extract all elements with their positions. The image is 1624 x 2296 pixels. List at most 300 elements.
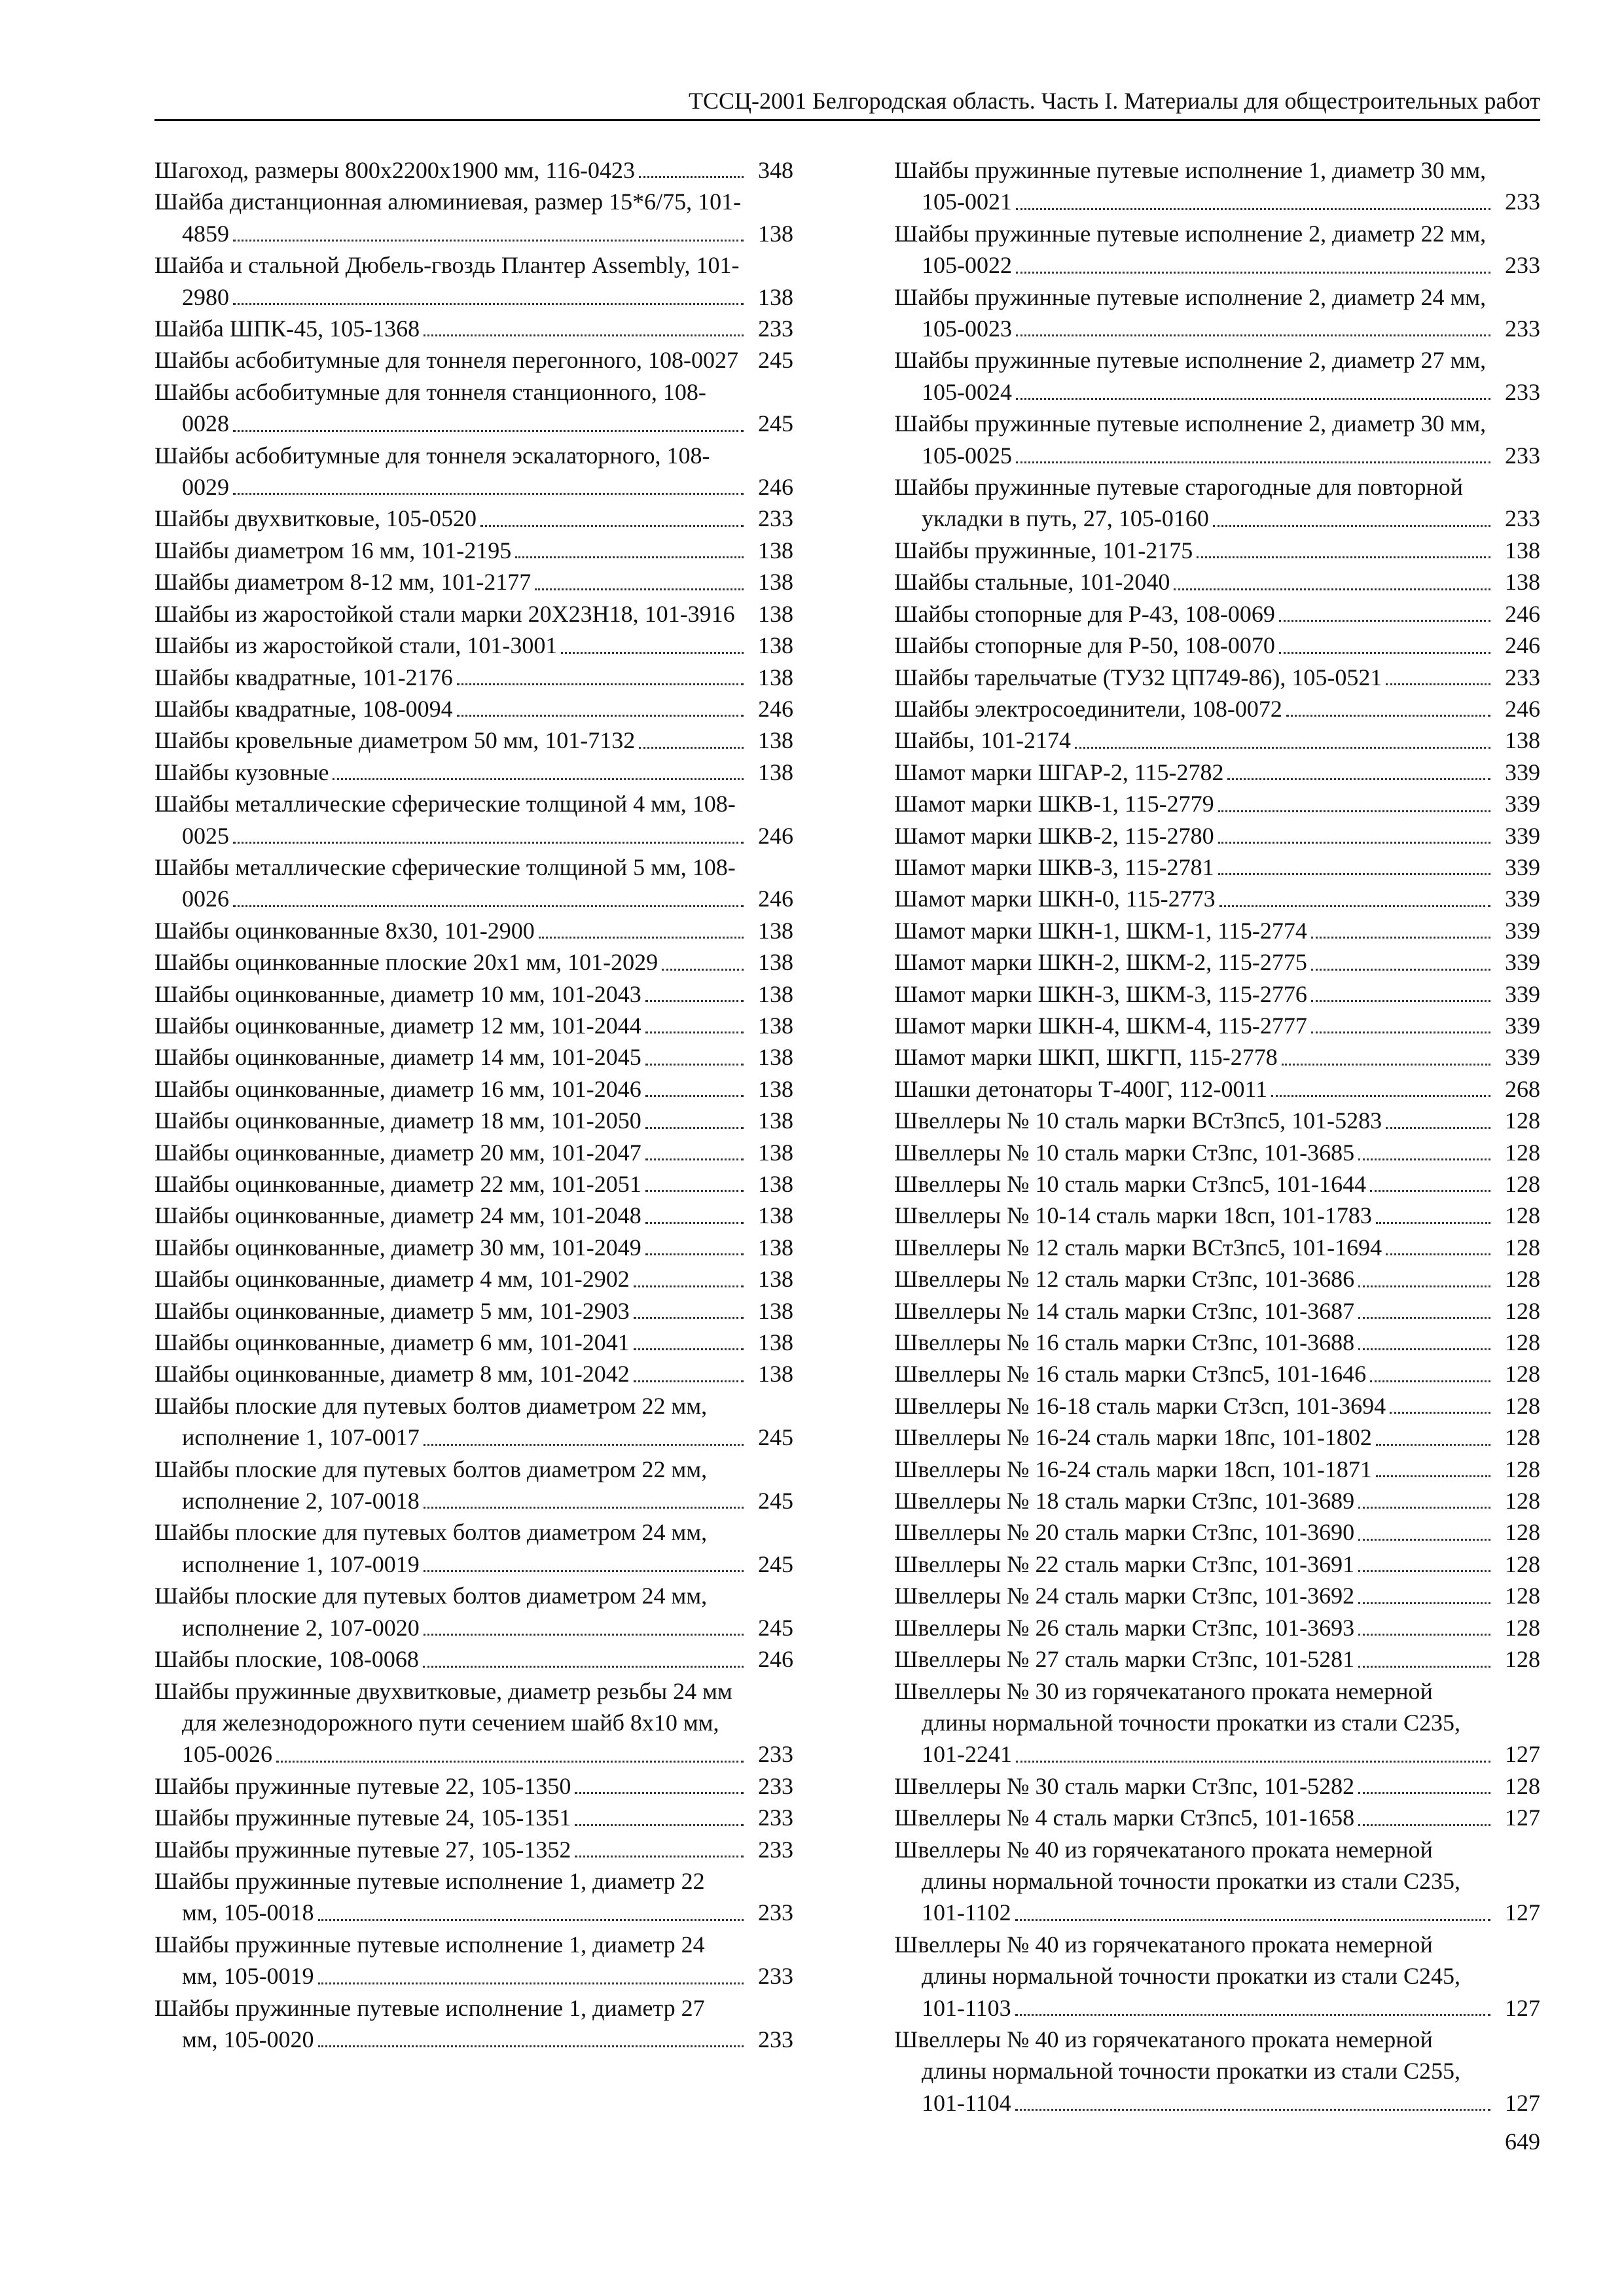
index-entry-text: Швеллеры № 16-24 сталь марки 18сп, 101-1871: [894, 1456, 1372, 1482]
index-entry-page: 233: [1505, 188, 1540, 215]
dot-leader: [1358, 1792, 1490, 1794]
index-entry-page: 245: [758, 1551, 793, 1577]
index-entry-text: Швеллеры № 30 сталь марки Ст3пс, 101-5282: [894, 1772, 1355, 1799]
index-entry-text: Шайбы оцинкованные, диаметр 4 мм, 101-2902: [154, 1266, 630, 1293]
dot-leader: [1358, 1285, 1490, 1287]
index-entry-page: 233: [758, 1804, 793, 1831]
dot-leader: [1311, 1000, 1490, 1002]
index-entry-page: 233: [1505, 442, 1540, 469]
index-entry-text: Швеллеры № 24 сталь марки Ст3пс, 101-3692: [894, 1583, 1355, 1609]
index-entry: [154, 440, 793, 503]
dot-leader: [1016, 461, 1490, 463]
index-entry-text: Шайбы пружинные путевые исполнение 2, диаметр 24 мм, 105-0023: [894, 283, 1487, 342]
dot-leader: [1386, 683, 1490, 685]
index-entry-text: Шайбы пружинные путевые 22, 105-1350: [154, 1772, 571, 1799]
index-entry-text: Шайбы пружинные путевые исполнение 1, диаметр 24 мм, 105-0019: [154, 1931, 705, 1990]
dot-leader: [535, 588, 744, 590]
index-entry-text: Шайбы кровельные диаметром 50 мм, 101-7132: [154, 727, 636, 754]
index-entry: [154, 757, 793, 788]
index-entry-text: Шайбы квадратные, 101-2176: [154, 664, 453, 691]
index-entry-page: 138: [758, 600, 793, 627]
index-entry-text: Шайбы оцинкованные, диаметр 16 мм, 101-2046: [154, 1075, 641, 1102]
index-entry-text: Шайбы пружинные путевые исполнение 2, диаметр 22 мм, 105-0022: [894, 220, 1487, 279]
index-entry: [894, 1770, 1540, 1802]
index-entry: [154, 1073, 793, 1105]
index-entry: [154, 1232, 793, 1263]
index-entry-text: Шайбы, 101-2174: [894, 727, 1072, 754]
index-entry: [894, 1327, 1540, 1358]
index-entry-text: Швеллеры № 16 сталь марки Ст3пс5, 101-1646: [894, 1361, 1367, 1388]
index-entry-text: Шайбы оцинкованные, диаметр 18 мм, 101-2050: [154, 1107, 641, 1134]
index-entry: [894, 1643, 1540, 1675]
header-rule: [154, 119, 1540, 121]
index-entry-page: 233: [758, 1836, 793, 1863]
index-entry-page: 128: [1505, 1202, 1540, 1229]
index-entry-text: Швеллеры № 20 сталь марки Ст3пс, 101-3690: [894, 1519, 1355, 1546]
index-entry-text: Шайбы пружинные путевые исполнение 2, диаметр 27 мм, 105-0024: [894, 347, 1487, 405]
dot-leader: [424, 1634, 744, 1636]
index-entry: [894, 1612, 1540, 1643]
dot-leader: [423, 1666, 744, 1668]
index-entry-text: Шамот марки ШКН-2, ШКМ-2, 115-2775: [894, 949, 1307, 976]
index-entry-page: 339: [1505, 980, 1540, 1007]
index-entry: [894, 2024, 1540, 2119]
index-entry-page: 138: [758, 1297, 793, 1324]
index-entry-text: Шайбы плоские для путевых болтов диаметром 22 мм, исполнение 2, 107-0018: [154, 1456, 708, 1515]
index-entry: [154, 1358, 793, 1390]
dot-leader: [233, 303, 744, 305]
index-entry-page: 268: [1505, 1075, 1540, 1102]
index-entry-text: Швеллеры № 16-18 сталь марки Ст3сп, 101-3694: [894, 1392, 1386, 1419]
index-entry: [154, 1327, 793, 1358]
dot-leader: [480, 525, 744, 527]
index-entry-text: Швеллеры № 40 из горячекатаного проката немерной длины нормальной точности прокатки из стали С255, 101-1104: [894, 2026, 1460, 2116]
index-entry-text: Швеллеры № 14 сталь марки Ст3пс, 101-3687: [894, 1297, 1355, 1324]
index-entry-text: Шайбы плоские, 108-0068: [154, 1646, 419, 1673]
index-entry-text: Шайбы пружинные путевые исполнение 2, диаметр 30 мм, 105-0025: [894, 410, 1487, 469]
dot-leader: [1174, 588, 1490, 590]
index-entry: [894, 281, 1540, 345]
index-entry-text: Швеллеры № 40 из горячекатаного проката немерной длины нормальной точности прокатки из стали С245, 101-1103: [894, 1931, 1460, 2021]
index-entry-text: Шайбы оцинкованные, диаметр 12 мм, 101-2044: [154, 1012, 641, 1039]
index-entry: [154, 1770, 793, 1802]
index-entry-text: Шамот марки ШКП, ШКГП, 115-2778: [894, 1044, 1278, 1071]
dot-leader: [318, 2045, 744, 2047]
index-entry-page: 339: [1505, 917, 1540, 944]
index-entry-text: Шайбы плоские для путевых болтов диаметром 24 мм, исполнение 2, 107-0020: [154, 1583, 708, 1641]
index-entry-text: Шагоход, размеры 800х2200х1900 мм, 116-0423: [154, 157, 636, 183]
dot-leader: [457, 715, 744, 717]
index-entry-text: Швеллеры № 18 сталь марки Ст3пс, 101-3689: [894, 1488, 1355, 1515]
index-entry-page: 128: [1505, 1361, 1540, 1388]
index-entry-page: 339: [1505, 759, 1540, 785]
index-entry-page: 138: [758, 1044, 793, 1071]
dot-leader: [1358, 1634, 1490, 1636]
index-entry: [894, 1137, 1540, 1168]
index-entry: [154, 662, 793, 693]
index-entry-text: Шайба ШПК-45, 105-1368: [154, 315, 420, 342]
dot-leader: [575, 1856, 744, 1857]
index-entry: [894, 1168, 1540, 1200]
dot-leader: [1016, 208, 1490, 210]
dot-leader: [634, 1285, 744, 1287]
dot-leader: [634, 1348, 744, 1350]
index-entry-page: 138: [758, 917, 793, 944]
index-entry-page: 128: [1505, 1234, 1540, 1261]
index-entry-text: Шамот марки ШКВ-1, 115-2779: [894, 791, 1214, 817]
dot-leader: [645, 1064, 744, 1066]
index-entry-page: 128: [1505, 1107, 1540, 1134]
index-entry-text: Шайбы асбобитумные для тоннеля станционного, 108-0028: [154, 378, 706, 437]
index-entry-page: 233: [758, 1741, 793, 1768]
dot-leader: [1282, 1064, 1490, 1066]
index-entry: [894, 218, 1540, 281]
index-entry-page: 128: [1505, 1551, 1540, 1577]
index-entry: [894, 1422, 1540, 1453]
index-entry: [154, 946, 793, 978]
index-entry: [154, 535, 793, 566]
index-entry: [894, 1263, 1540, 1295]
index-entry: [894, 1200, 1540, 1231]
index-entry: [154, 630, 793, 661]
index-entry-page: 245: [758, 1424, 793, 1451]
index-entry: [154, 1137, 793, 1168]
index-entry-page: 246: [1505, 695, 1540, 722]
dot-leader: [1358, 1348, 1490, 1350]
index-entry: [894, 598, 1540, 630]
index-entry: [894, 1358, 1540, 1390]
dot-leader: [645, 1127, 744, 1129]
dot-leader: [575, 1824, 744, 1826]
dot-leader: [1311, 937, 1490, 939]
index-entry-text: Шамот марки ШКВ-3, 115-2781: [894, 853, 1214, 880]
index-entry-page: 128: [1505, 1424, 1540, 1451]
index-entry-text: Шайбы пружинные путевые исполнение 1, диаметр 22 мм, 105-0018: [154, 1867, 705, 1926]
index-entry-page: 128: [1505, 1329, 1540, 1356]
index-entry-text: Шайбы оцинкованные, диаметр 30 мм, 101-2049: [154, 1234, 641, 1261]
index-entry-text: Шайбы пружинные путевые старогодные для повторной укладки в путь, 27, 105-0160: [894, 474, 1464, 532]
index-entry-page: 233: [1505, 378, 1540, 405]
index-entry-page: 233: [1505, 505, 1540, 532]
index-entry: [894, 852, 1540, 883]
index-entry-text: Швеллеры № 16 сталь марки Ст3пс, 101-3688: [894, 1329, 1355, 1356]
index-entry: [894, 566, 1540, 598]
index-entry: [154, 503, 793, 534]
dot-leader: [561, 652, 744, 654]
dot-leader: [276, 1761, 744, 1763]
index-entry: [894, 662, 1540, 693]
index-entry-page: 128: [1505, 1171, 1540, 1197]
index-entry-page: 128: [1505, 1772, 1540, 1799]
index-entry-page: 138: [1505, 537, 1540, 564]
index-entry-text: Шайбы оцинкованные, диаметр 22 мм, 101-2051: [154, 1171, 641, 1197]
index-entry: [894, 1232, 1540, 1263]
dot-leader: [424, 1444, 744, 1446]
index-column-right: [894, 154, 1540, 2119]
index-entry: [894, 1105, 1540, 1136]
index-entry: [154, 1041, 793, 1073]
dot-leader: [318, 1919, 744, 1921]
dot-leader: [1376, 1475, 1490, 1477]
index-entry-text: Шайбы металлические сферические толщиной 4 мм, 108-0025: [154, 791, 736, 849]
dot-leader: [1015, 1919, 1490, 1921]
index-entry-text: Шайбы из жаростойкой стали марки 20Х23Н18, 101-3916: [154, 600, 735, 627]
index-column-left: [154, 154, 793, 2055]
index-entry: [154, 566, 793, 598]
index-entry-text: Шайбы двухвитковые, 105-0520: [154, 505, 477, 532]
index-entry-page: 245: [758, 1614, 793, 1641]
index-entry: [894, 408, 1540, 471]
index-entry-text: Шамот марки ШКН-1, ШКМ-1, 115-2774: [894, 917, 1307, 944]
index-entry: [894, 1485, 1540, 1516]
index-entry: [154, 1105, 793, 1136]
index-entry: [154, 344, 793, 376]
index-entry: [154, 978, 793, 1010]
index-entry-text: Шайбы пружинные двухвитковые, диаметр резьбы 24 мм для железнодорожного пути сечением шайб 8х10 мм, 105-0026: [154, 1677, 732, 1768]
index-entry-text: Швеллеры № 16-24 сталь марки 18пс, 101-1802: [894, 1424, 1372, 1451]
dot-leader: [634, 1317, 744, 1319]
index-entry-text: Шамот марки ШКВ-2, 115-2780: [894, 822, 1214, 849]
index-entry: [894, 1010, 1540, 1041]
dot-leader: [1358, 1570, 1490, 1572]
index-entry-text: Шамот марки ШКН-0, 115-2773: [894, 886, 1216, 912]
dot-leader: [1075, 747, 1490, 749]
index-entry-page: 339: [1505, 886, 1540, 912]
index-entry-page: 246: [758, 886, 793, 912]
index-entry-page: 233: [1505, 664, 1540, 691]
dot-leader: [1358, 1507, 1490, 1509]
index-entry-text: Швеллеры № 4 сталь марки Ст3пс5, 101-1658: [894, 1804, 1355, 1831]
index-entry-page: 246: [758, 822, 793, 849]
index-entry-page: 138: [758, 569, 793, 596]
dot-leader: [1016, 398, 1490, 400]
dot-leader: [645, 1253, 744, 1255]
index-entry-text: Шайбы оцинкованные, диаметр 20 мм, 101-2047: [154, 1139, 641, 1166]
index-entry: [154, 1929, 793, 1992]
index-entry: [154, 376, 793, 440]
index-entry-page: 138: [758, 759, 793, 785]
dot-leader: [233, 430, 744, 432]
index-entry-text: Швеллеры № 12 сталь марки ВСт3пс5, 101-1694: [894, 1234, 1382, 1261]
index-entry-page: 339: [1505, 791, 1540, 817]
index-entry-page: 128: [1505, 1583, 1540, 1609]
index-entry-page: 245: [758, 1488, 793, 1515]
index-entry: [894, 535, 1540, 566]
index-entry-page: 128: [1505, 1646, 1540, 1673]
dot-leader: [1213, 525, 1490, 527]
index-entry-page: 138: [758, 727, 793, 754]
index-entry-page: 138: [758, 220, 793, 247]
index-entry: [894, 788, 1540, 819]
dot-leader: [233, 842, 744, 844]
index-entry: [894, 344, 1540, 408]
index-entry-page: 127: [1505, 1899, 1540, 1926]
index-entry: [154, 852, 793, 915]
dot-leader: [1358, 1158, 1490, 1160]
index-entry: [894, 471, 1540, 535]
index-entry: [894, 883, 1540, 914]
page-number: 649: [1505, 2128, 1540, 2155]
dot-leader: [639, 747, 744, 749]
index-entry-page: 138: [758, 1171, 793, 1197]
dot-leader: [1386, 1127, 1490, 1129]
dot-leader: [1376, 1444, 1490, 1446]
index-entry-page: 245: [758, 410, 793, 437]
index-entry: [154, 1454, 793, 1517]
dot-leader: [1197, 556, 1490, 558]
index-entry-page: 233: [758, 505, 793, 532]
index-entry-text: Шайбы пружинные путевые 27, 105-1352: [154, 1836, 571, 1863]
index-entry-text: Шамот марки ШКН-3, ШКМ-3, 115-2776: [894, 980, 1307, 1007]
index-entry-text: Шайбы плоские для путевых болтов диаметром 22 мм, исполнение 1, 107-0017: [154, 1392, 708, 1451]
index-entry-page: 246: [1505, 600, 1540, 627]
running-header: ТССЦ-2001 Белгородская область. Часть I. Материалы для общестроительных работ: [689, 88, 1540, 114]
index-entry-page: 138: [758, 1012, 793, 1039]
index-entry-text: Шайбы оцинкованные, диаметр 6 мм, 101-2041: [154, 1329, 630, 1356]
index-entry-text: Швеллеры № 26 сталь марки Ст3пс, 101-3693: [894, 1614, 1355, 1641]
index-entry: [154, 1802, 793, 1833]
index-entry: [894, 1549, 1540, 1580]
index-entry: [154, 693, 793, 725]
index-entry: [894, 725, 1540, 756]
index-entry-text: Шайбы стопорные для Р-43, 108-0069: [894, 600, 1275, 627]
index-entry: [154, 1992, 793, 2056]
index-entry-text: Шайбы оцинкованные, диаметр 5 мм, 101-2903: [154, 1297, 630, 1324]
index-entry-text: Швеллеры № 12 сталь марки Ст3пс, 101-3686: [894, 1266, 1355, 1293]
index-entry-text: Шайба и стальной Дюбель-гвоздь Плантер Assembly, 101-2980: [154, 252, 740, 310]
index-entry-page: 233: [758, 315, 793, 342]
index-entry-page: 128: [1505, 1266, 1540, 1293]
index-entry-text: Шайбы оцинкованные, диаметр 24 мм, 101-2048: [154, 1202, 641, 1229]
index-entry-text: Швеллеры № 10 сталь марки ВСт3пс5, 101-5283: [894, 1107, 1382, 1134]
dot-leader: [1311, 1031, 1490, 1033]
index-entry-page: 339: [1505, 949, 1540, 976]
index-entry: [154, 249, 793, 313]
index-entry-page: 138: [758, 1234, 793, 1261]
dot-leader: [634, 1380, 744, 1382]
index-entry: [894, 1676, 1540, 1770]
index-entry: [894, 757, 1540, 788]
dot-leader: [1271, 1095, 1490, 1097]
index-entry-page: 339: [1505, 822, 1540, 849]
index-entry-text: Шайба дистанционная алюминиевая, размер 15*6/75, 101-4859: [154, 188, 742, 247]
dot-leader: [457, 683, 744, 685]
index-entry-page: 246: [758, 695, 793, 722]
index-entry-text: Шайбы кузовные: [154, 759, 329, 785]
index-entry: [154, 1676, 793, 1770]
dot-leader: [539, 937, 744, 939]
index-entry-page: 128: [1505, 1614, 1540, 1641]
index-entry-page: 138: [1505, 727, 1540, 754]
index-entry-page: 138: [758, 980, 793, 1007]
dot-leader: [1279, 620, 1490, 622]
dot-leader: [233, 493, 744, 495]
index-entry-text: Шайбы пружинные путевые исполнение 1, диаметр 30 мм, 105-0021: [894, 157, 1487, 215]
index-entry: [894, 1802, 1540, 1833]
dot-leader: [515, 556, 744, 558]
index-entry-page: 233: [758, 1963, 793, 1990]
index-entry: [154, 154, 793, 186]
index-entry-page: 138: [758, 632, 793, 659]
index-entry: [894, 630, 1540, 661]
index-entry: [154, 1643, 793, 1675]
index-entry: [154, 313, 793, 344]
index-entry-page: 128: [1505, 1519, 1540, 1546]
dot-leader: [1358, 1824, 1490, 1826]
dot-leader: [233, 905, 744, 907]
index-entry: [894, 1390, 1540, 1422]
dot-leader: [233, 240, 744, 242]
dot-leader: [318, 1982, 744, 1984]
index-entry: [894, 1516, 1540, 1548]
dot-leader: [1370, 1190, 1490, 1192]
index-entry-page: 233: [758, 1772, 793, 1799]
index-entry-text: Швеллеры № 40 из горячекатаного проката немерной длины нормальной точности прокатки из стали С235, 101-1102: [894, 1836, 1460, 1926]
index-entry-text: Шайбы металлические сферические толщиной 5 мм, 108-0026: [154, 853, 736, 912]
index-entry: [154, 186, 793, 249]
index-entry-text: Швеллеры № 30 из горячекатаного проката немерной длины нормальной точности прокатки из стали С235, 101-2241: [894, 1677, 1460, 1768]
dot-leader: [1358, 1602, 1490, 1604]
index-entry-text: Шамот марки ШГАР-2, 115-2782: [894, 759, 1224, 785]
dot-leader: [1358, 1666, 1490, 1668]
index-entry-text: Шайбы пружинные, 101-2175: [894, 537, 1193, 564]
index-entry-page: 127: [1505, 2089, 1540, 2116]
index-entry: [894, 1041, 1540, 1073]
index-entry-page: 138: [758, 664, 793, 691]
index-entry-text: Шайбы электросоединители, 108-0072: [894, 695, 1282, 722]
index-entry: [154, 1200, 793, 1231]
index-entry: [154, 1516, 793, 1580]
dot-leader: [645, 1095, 744, 1097]
dot-leader: [575, 1792, 744, 1794]
dot-leader: [645, 1031, 744, 1033]
index-entry: [154, 1295, 793, 1327]
index-entry-page: 339: [1505, 853, 1540, 880]
index-entry-page: 339: [1505, 1012, 1540, 1039]
dot-leader: [424, 1570, 744, 1572]
dot-leader: [1370, 1380, 1490, 1382]
index-entry: [154, 1580, 793, 1643]
index-entry-page: 138: [758, 1361, 793, 1388]
index-entry: [154, 1168, 793, 1200]
index-entry-page: 138: [758, 1266, 793, 1293]
dot-leader: [1016, 1761, 1490, 1763]
index-entry-text: Шайбы диаметром 16 мм, 101-2195: [154, 537, 512, 564]
index-entry-page: 233: [758, 1899, 793, 1926]
index-entry-page: 138: [758, 1107, 793, 1134]
dot-leader: [1016, 272, 1490, 274]
index-entry-text: Шашки детонаторы Т-400Г, 112-0011: [894, 1075, 1268, 1102]
index-entry-text: Шайбы оцинкованные, диаметр 10 мм, 101-2043: [154, 980, 641, 1007]
dot-leader: [662, 969, 744, 971]
index-entry-page: 233: [1505, 252, 1540, 279]
index-entry-page: 348: [758, 157, 793, 183]
index-entry-text: Шайбы стальные, 101-2040: [894, 569, 1170, 596]
index-entry-text: Шайбы асбобитумные для тоннеля перегонного, 108-0027: [154, 347, 738, 374]
index-entry-text: Шайбы квадратные, 108-0094: [154, 695, 453, 722]
dot-leader: [1218, 873, 1490, 875]
index-entry-text: Швеллеры № 27 сталь марки Ст3пс, 101-5281: [894, 1646, 1355, 1673]
index-entry-text: Шайбы оцинкованные, диаметр 14 мм, 101-2045: [154, 1044, 641, 1071]
index-entry-page: 128: [1505, 1297, 1540, 1324]
index-entry-page: 127: [1505, 1804, 1540, 1831]
index-entry-text: Шамот марки ШКН-4, ШКМ-4, 115-2777: [894, 1012, 1307, 1039]
dot-leader: [1218, 842, 1490, 844]
dot-leader: [645, 1158, 744, 1160]
index-entry-page: 233: [1505, 315, 1540, 342]
dot-leader: [333, 778, 744, 780]
dot-leader: [1279, 652, 1490, 654]
